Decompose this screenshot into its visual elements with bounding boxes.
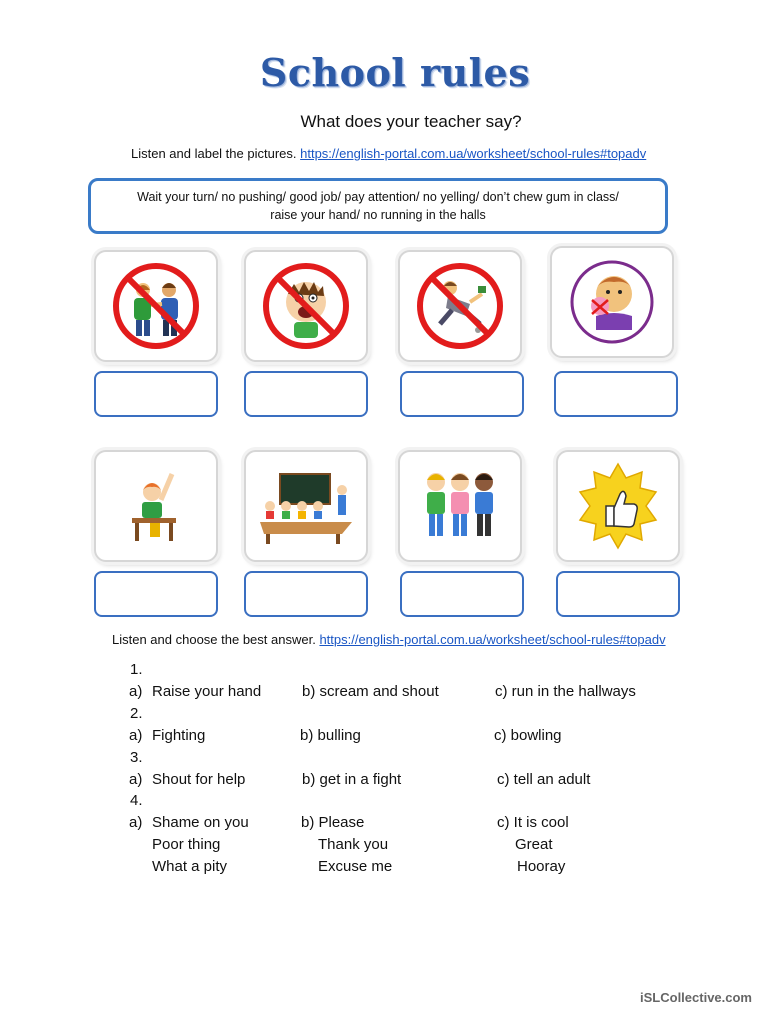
picture-card-7: [398, 450, 522, 562]
answer-input-4[interactable]: [556, 373, 680, 417]
question-4-number: 4.: [130, 792, 143, 809]
answer-input-7[interactable]: [402, 573, 526, 617]
answer-input-6[interactable]: [246, 573, 370, 617]
page-subtitle: What does your teacher say?: [300, 112, 522, 131]
picture-card-6: [244, 450, 368, 562]
answer-box-2[interactable]: [244, 371, 368, 417]
q1-option-b[interactable]: b) scream and shout: [302, 683, 439, 700]
word-bank-line-2: raise your hand/ no running in the halls: [270, 208, 486, 222]
q1-option-a-letter: a): [129, 683, 143, 700]
no-gum-icon: [562, 256, 662, 348]
section1-link[interactable]: https://english-portal.com.ua/worksheet/school-rules#topadv: [300, 146, 647, 161]
footer-watermark: iSLCollective.com: [640, 990, 752, 1005]
answer-box-3[interactable]: [400, 371, 524, 417]
q4-extra-b-2: Excuse me: [318, 858, 393, 875]
answer-box-5[interactable]: [94, 571, 218, 617]
q4-option-c[interactable]: c) It is cool: [497, 814, 569, 831]
q2-option-a[interactable]: Fighting: [152, 727, 206, 744]
picture-card-8: [556, 450, 680, 562]
answer-input-5[interactable]: [96, 573, 220, 617]
word-bank-box: [88, 178, 668, 234]
answer-box-4[interactable]: [554, 371, 678, 417]
picture-card-1: [94, 250, 218, 362]
section1-instruction-text: Listen and label the pictures.: [131, 146, 297, 161]
word-bank-line-1: Wait your turn/ no pushing/ good job/ pay attention/ no yelling/ don’t chew gum in class/: [137, 190, 619, 204]
picture-card-3: [398, 250, 522, 362]
answer-box-6[interactable]: [244, 571, 368, 617]
q4-extra-c-1: Great: [515, 836, 553, 853]
section2-link[interactable]: https://english-portal.com.ua/worksheet/school-rules#topadv: [319, 632, 666, 647]
wait-in-line-icon: [410, 460, 510, 552]
section1-instruction: [131, 146, 646, 161]
answer-box-1[interactable]: [94, 371, 218, 417]
picture-card-5: [94, 450, 218, 562]
no-pushing-icon: [106, 260, 206, 352]
raise-hand-icon: [106, 460, 206, 552]
q3-option-c[interactable]: c) tell an adult: [497, 771, 591, 788]
q3-option-a-letter: a): [129, 771, 143, 788]
q4-option-a-letter: a): [129, 814, 143, 831]
q3-option-a[interactable]: Shout for help: [152, 771, 246, 788]
page-title: School rules: [259, 50, 531, 95]
question-1-number: 1.: [130, 661, 143, 678]
answer-input-3[interactable]: [402, 373, 526, 417]
question-2-number: 2.: [130, 705, 143, 722]
q3-option-b[interactable]: b) get in a fight: [302, 771, 402, 788]
picture-card-4: [550, 246, 674, 358]
q4-option-b[interactable]: b) Please: [301, 814, 365, 831]
answer-input-1[interactable]: [96, 373, 220, 417]
answer-input-2[interactable]: [246, 373, 370, 417]
no-yelling-icon: [256, 260, 356, 352]
section2-instruction-text: Listen and choose the best answer.: [112, 632, 316, 647]
question-3-number: 3.: [130, 749, 143, 766]
no-running-icon: [410, 260, 510, 352]
q2-option-c[interactable]: c) bowling: [494, 727, 562, 744]
answer-box-7[interactable]: [400, 571, 524, 617]
q4-extra-b-1: Thank you: [318, 836, 389, 853]
q2-option-a-letter: a): [129, 727, 143, 744]
q1-option-c[interactable]: c) run in the hallways: [495, 683, 636, 700]
answer-input-8[interactable]: [558, 573, 682, 617]
q4-extra-a-2: What a pity: [152, 858, 228, 875]
q1-option-a[interactable]: Raise your hand: [152, 683, 262, 700]
classroom-attention-icon: [256, 460, 356, 552]
q4-extra-c-2: Hooray: [517, 858, 566, 875]
section2-instruction: [112, 632, 666, 647]
q2-option-b[interactable]: b) bulling: [300, 727, 361, 744]
answer-box-8[interactable]: [556, 571, 680, 617]
picture-card-2: [244, 250, 368, 362]
q4-extra-a-1: Poor thing: [152, 836, 221, 853]
q4-option-a[interactable]: Shame on you: [152, 814, 249, 831]
thumbs-up-icon: [568, 460, 668, 552]
